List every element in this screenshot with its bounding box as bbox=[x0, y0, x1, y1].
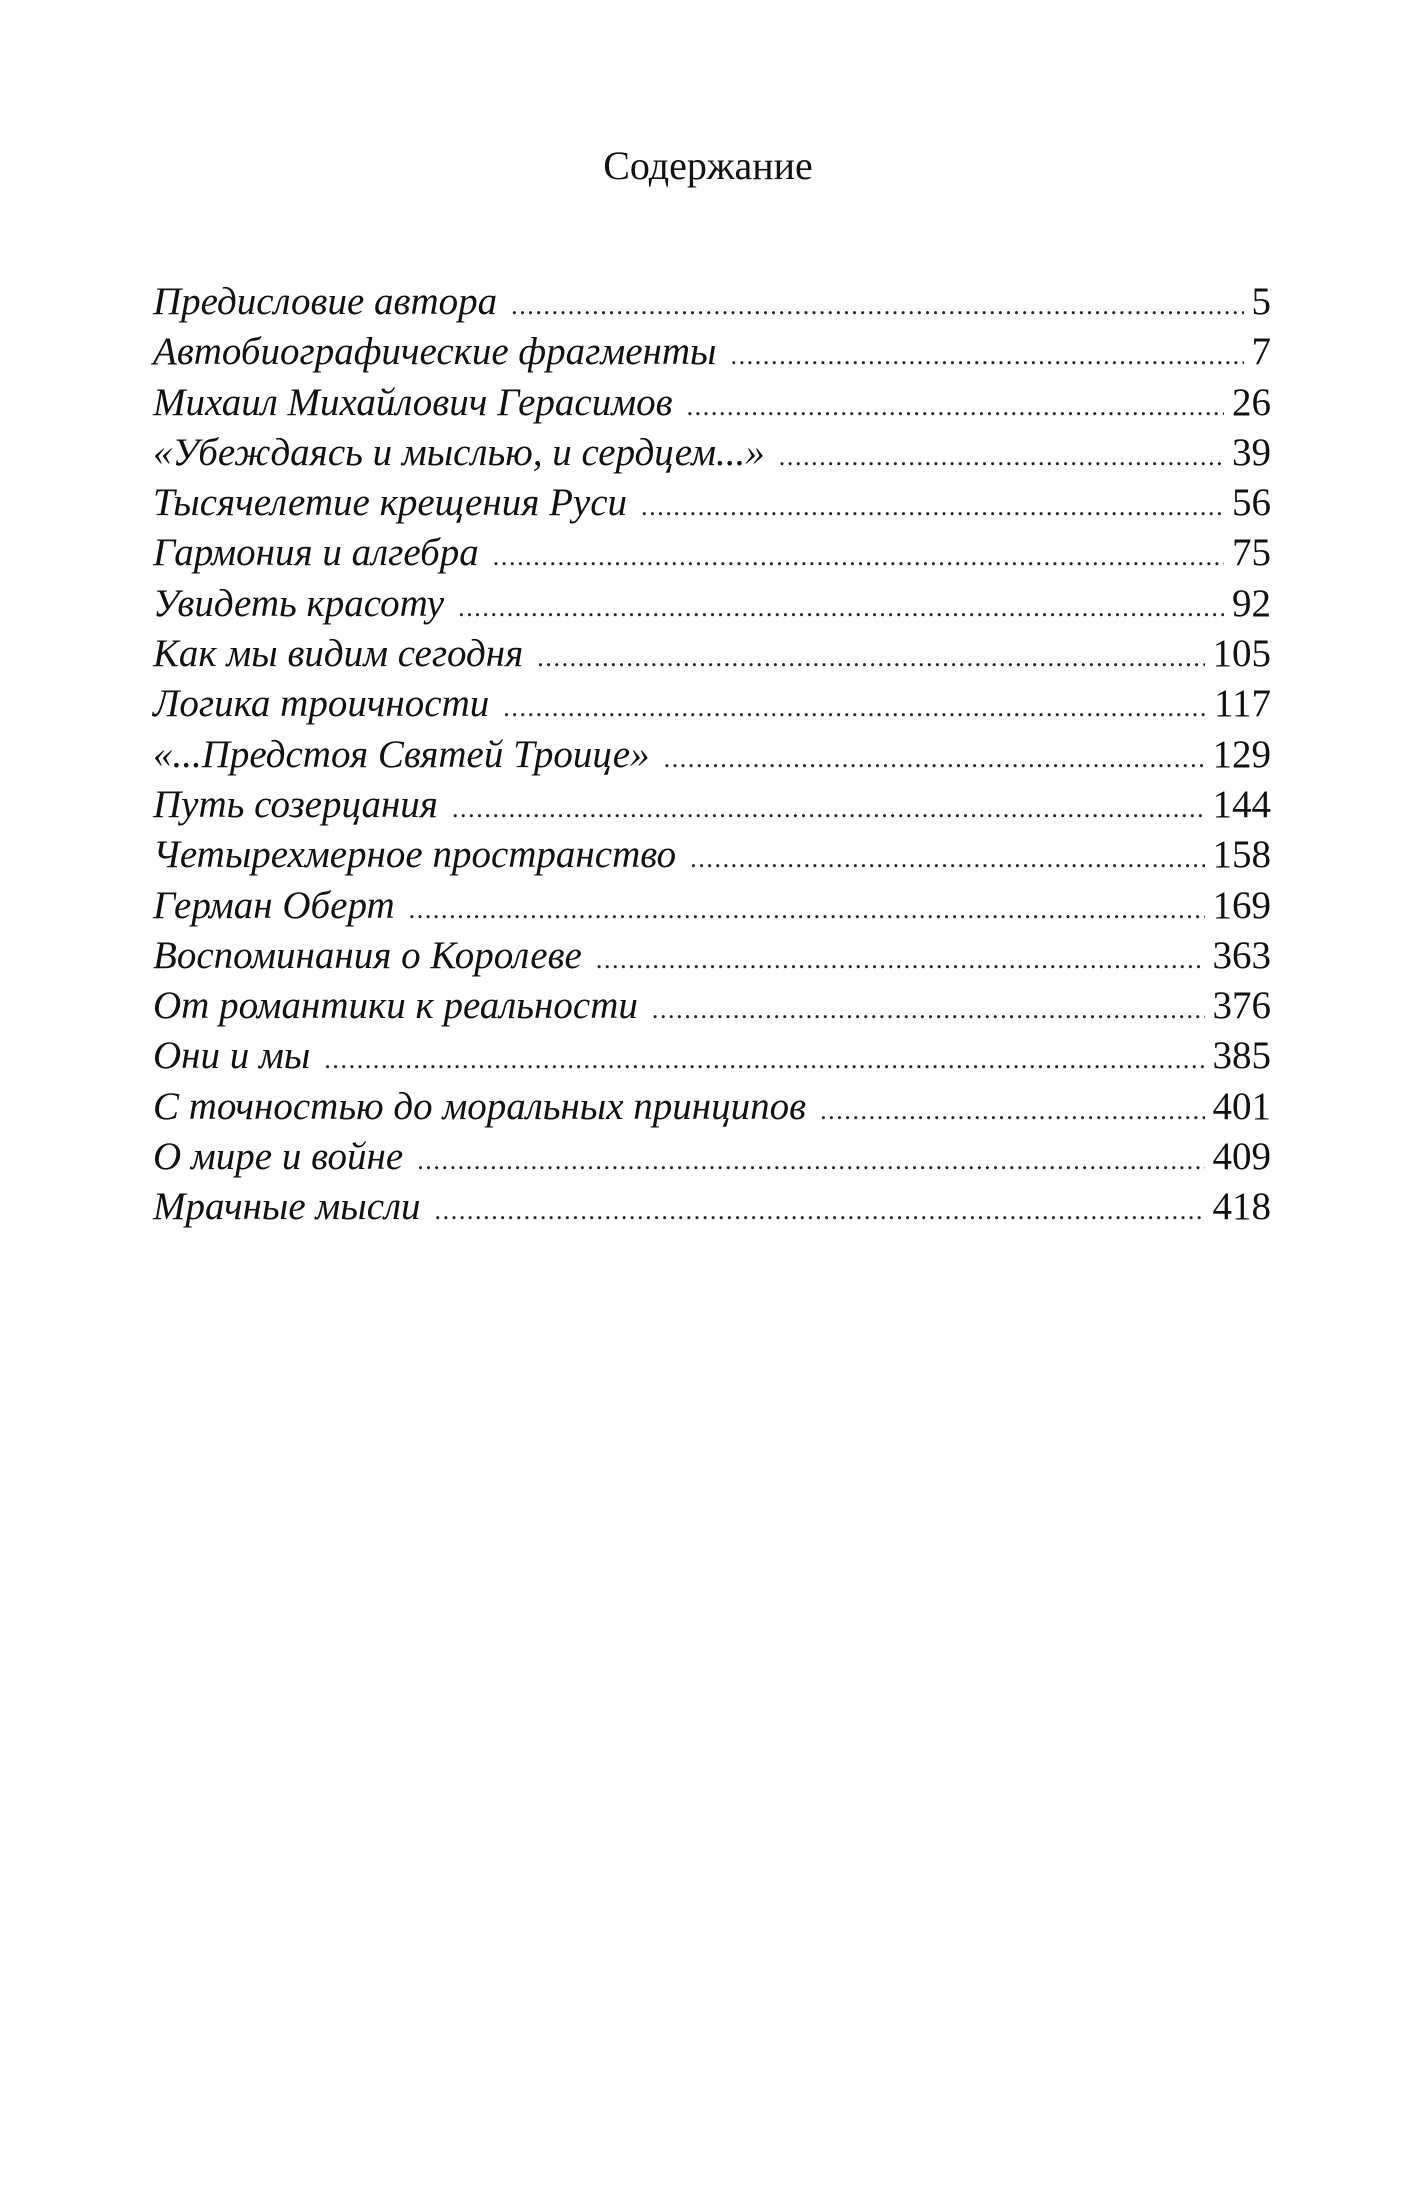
toc-entry-page: 26 bbox=[1232, 380, 1271, 424]
dot-leader bbox=[435, 1186, 1205, 1236]
toc-entry bbox=[153, 378, 1271, 428]
toc-entry-title: С точностью до моральных принципов bbox=[153, 1084, 807, 1128]
dot-leader bbox=[652, 985, 1205, 1035]
toc-entry-page: 92 bbox=[1232, 581, 1271, 625]
dot-leader bbox=[779, 432, 1224, 482]
toc-entry-title: Четырехмерное пространство bbox=[153, 833, 677, 877]
toc-entry-title: Воспоминания о Королеве bbox=[153, 933, 582, 977]
dot-leader bbox=[537, 633, 1204, 683]
toc-entry-page: 376 bbox=[1212, 984, 1271, 1028]
toc-entry bbox=[153, 1082, 1271, 1132]
dot-leader bbox=[596, 935, 1205, 985]
toc-entry-title: Логика троичности bbox=[153, 682, 490, 726]
dot-leader bbox=[458, 583, 1224, 633]
toc-entry bbox=[153, 830, 1271, 880]
toc-entry-title: Они и мы bbox=[153, 1034, 311, 1078]
toc-entry-page: 117 bbox=[1213, 682, 1271, 726]
dot-leader bbox=[511, 281, 1243, 331]
toc-entry bbox=[153, 579, 1271, 629]
toc-entry-title: Гармония и алгебра bbox=[153, 531, 479, 575]
toc-entry-title: О мире и войне bbox=[153, 1135, 404, 1179]
toc-entry-page: 401 bbox=[1212, 1084, 1271, 1128]
dot-leader bbox=[730, 331, 1243, 381]
toc-entry-title: Герман Оберт bbox=[153, 883, 395, 927]
dot-leader bbox=[503, 683, 1206, 733]
toc-entry bbox=[153, 679, 1271, 729]
toc-entry-page: 144 bbox=[1212, 782, 1271, 826]
toc-entry bbox=[153, 1182, 1271, 1232]
toc-entry-page: 409 bbox=[1212, 1135, 1271, 1179]
toc-entry-title: «...Предстоя Святей Троице» bbox=[153, 732, 650, 776]
dot-leader bbox=[687, 382, 1224, 432]
toc-entry-page: 39 bbox=[1232, 430, 1271, 474]
toc-entry bbox=[153, 1132, 1271, 1182]
toc-entry bbox=[153, 981, 1271, 1031]
toc-entry-page: 418 bbox=[1212, 1185, 1271, 1229]
toc-entry bbox=[153, 780, 1271, 830]
dot-leader bbox=[690, 834, 1204, 884]
toc-entry-title: От романтики к реальности bbox=[153, 984, 638, 1028]
toc-entry-title: «Убеждаясь и мыслью, и сердцем...» bbox=[153, 430, 765, 474]
dot-leader bbox=[417, 1136, 1204, 1186]
toc-entry-page: 105 bbox=[1212, 632, 1271, 676]
toc-entry bbox=[153, 931, 1271, 981]
dot-leader bbox=[324, 1035, 1204, 1085]
dot-leader bbox=[493, 532, 1224, 582]
dot-leader bbox=[409, 885, 1205, 935]
toc-entry bbox=[153, 730, 1271, 780]
toc-entry-title: Автобиографические фрагменты bbox=[153, 330, 717, 374]
dot-leader bbox=[820, 1086, 1204, 1136]
toc-entry bbox=[153, 277, 1271, 327]
page-title: Содержание bbox=[603, 143, 813, 188]
toc-entry-page: 56 bbox=[1232, 481, 1271, 525]
toc-entry-page: 158 bbox=[1212, 833, 1271, 877]
table-of-contents bbox=[153, 277, 1271, 1233]
toc-entry bbox=[153, 528, 1271, 578]
toc-entry bbox=[153, 327, 1271, 377]
toc-entry bbox=[153, 428, 1271, 478]
toc-entry-title: Михаил Михайлович Герасимов bbox=[153, 380, 673, 424]
toc-entry-page: 169 bbox=[1212, 883, 1271, 927]
toc-entry-title: Предисловие автора bbox=[153, 280, 498, 323]
toc-entry-page: 129 bbox=[1212, 732, 1271, 776]
toc-entry bbox=[153, 881, 1271, 931]
toc-entry-title: Увидеть красоту bbox=[153, 581, 445, 625]
toc-entry-title: Путь созерцания bbox=[153, 782, 438, 826]
toc-entry-page: 7 bbox=[1251, 330, 1271, 374]
toc-entry bbox=[153, 1031, 1271, 1081]
toc-entry-page: 363 bbox=[1212, 933, 1271, 977]
dot-leader bbox=[664, 734, 1205, 784]
toc-entry-page: 75 bbox=[1232, 531, 1271, 575]
toc-entry bbox=[153, 629, 1271, 679]
toc-entry-page: 5 bbox=[1251, 280, 1271, 323]
toc-entry-page: 385 bbox=[1212, 1034, 1271, 1078]
dot-leader bbox=[452, 784, 1205, 834]
toc-entry-title: Мрачные мысли bbox=[153, 1185, 421, 1229]
toc-entry bbox=[153, 478, 1271, 528]
toc-entry-title: Тысячелетие крещения Руси bbox=[153, 481, 628, 525]
toc-entry-title: Как мы видим сегодня bbox=[153, 632, 524, 676]
dot-leader bbox=[641, 482, 1224, 532]
